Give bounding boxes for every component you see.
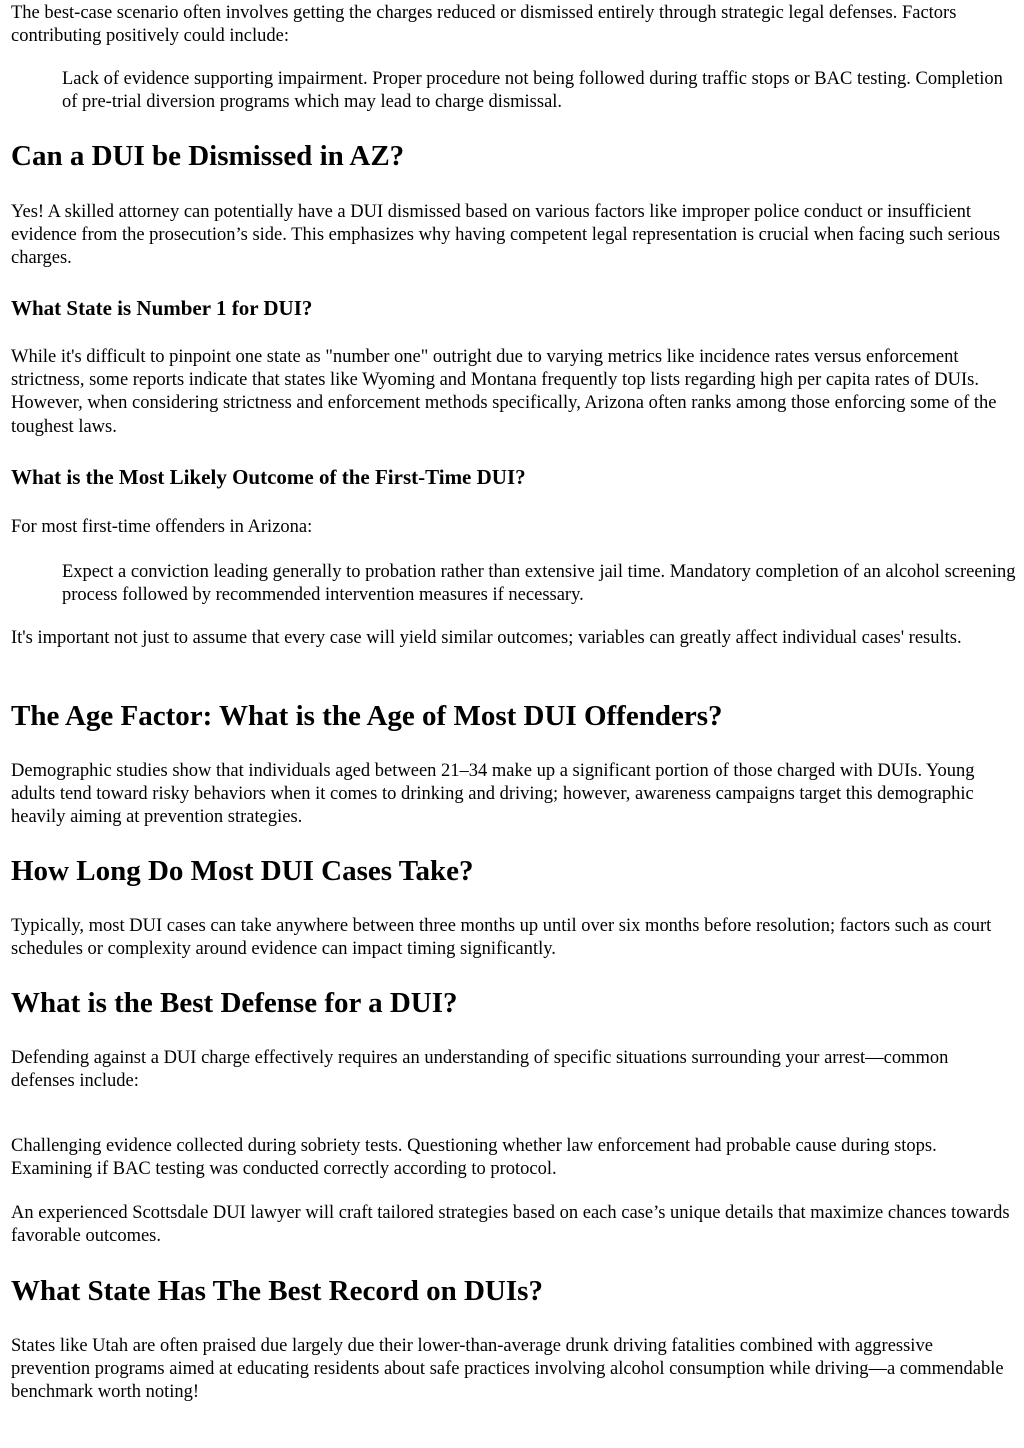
heading-age: The Age Factor: What is the Age of Most DUI Offenders? — [11, 700, 723, 732]
factors-blockquote: Lack of evidence supporting impairment. Proper procedure not being followed during traffic stops or BAC testing. Completion of pre-trial diversion programs which may lead to charge dismissal. — [62, 69, 1003, 113]
dismissed-paragraph: Yes! A skilled attorney can potentially have a DUI dismissed based on various factors like improper police conduct or insufficient evidence from the prosecution’s side. This emphasizes why having competent legal representation is crucial when facing such serious charges. — [11, 202, 1001, 269]
age-paragraph: Demographic studies show that individuals aged between 21–34 make up a significant portion of those charged with DUIs. Young adults tend toward risky behaviors when it comes to drinking and driving; however, awareness campaigns target this demographic heavily aiming at prevention strategies. — [11, 761, 975, 828]
heading-outcome: What is the Most Likely Outcome of the First-Time DUI? — [11, 465, 526, 489]
heading-best-record: What State Has The Best Record on DUIs? — [11, 1275, 543, 1307]
defense-intro-paragraph: Defending against a DUI charge effectively requires an understanding of specific situations surrounding your arrest—common defenses include: — [11, 1048, 949, 1092]
defense-lawyer-paragraph: An experienced Scottsdale DUI lawyer will craft tailored strategies based on each case’s unique details that maximize chances towards favorable outcomes. — [11, 1203, 1010, 1247]
best-record-paragraph: States like Utah are often praised due largely due their lower-than-average drunk driving fatalities combined with aggressive prevention programs aimed at educating residents about safe practices involving alcohol consumption while driving—a commendable benchmark worth noting! — [11, 1336, 1004, 1403]
defense-list-paragraph: Challenging evidence collected during sobriety tests. Questioning whether law enforcement had probable cause during stops. Examining if BAC testing was conducted correctly according to protocol. — [11, 1136, 937, 1180]
heading-defense: What is the Best Defense for a DUI? — [11, 987, 458, 1019]
intro-paragraph: The best-case scenario often involves getting the charges reduced or dismissed entirely through strategic legal defenses. Factors contributing positively could include: — [11, 3, 957, 47]
heading-state-number1: What State is Number 1 for DUI? — [11, 296, 313, 320]
heading-duration: How Long Do Most DUI Cases Take? — [11, 855, 474, 887]
heading-dismissed: Can a DUI be Dismissed in AZ? — [11, 140, 405, 172]
outcome-note-paragraph: It's important not just to assume that every case will yield similar outcomes; variables can greatly affect individual cases' results. — [11, 628, 962, 648]
outcome-blockquote: Expect a conviction leading generally to probation rather than extensive jail time. Mandatory completion of an alcohol screening process followed by recommended intervention measures if necessary. — [62, 562, 1016, 606]
duration-paragraph: Typically, most DUI cases can take anywhere between three months up until over six months before resolution; factors such as court schedules or complexity around evidence can impact timing significantly. — [11, 916, 992, 960]
state-number1-paragraph: While it's difficult to pinpoint one state as "number one" outright due to varying metrics like incidence rates versus enforcement strictness, some reports indicate that states like Wyoming and Montana frequently top lists regarding high per capita rates of DUIs. However, when considering strictness and enforcement methods specifically, Arizona often ranks among those enforcing some of the toughest laws. — [11, 347, 997, 437]
outcome-intro-paragraph: For most first-time offenders in Arizona: — [11, 517, 313, 537]
